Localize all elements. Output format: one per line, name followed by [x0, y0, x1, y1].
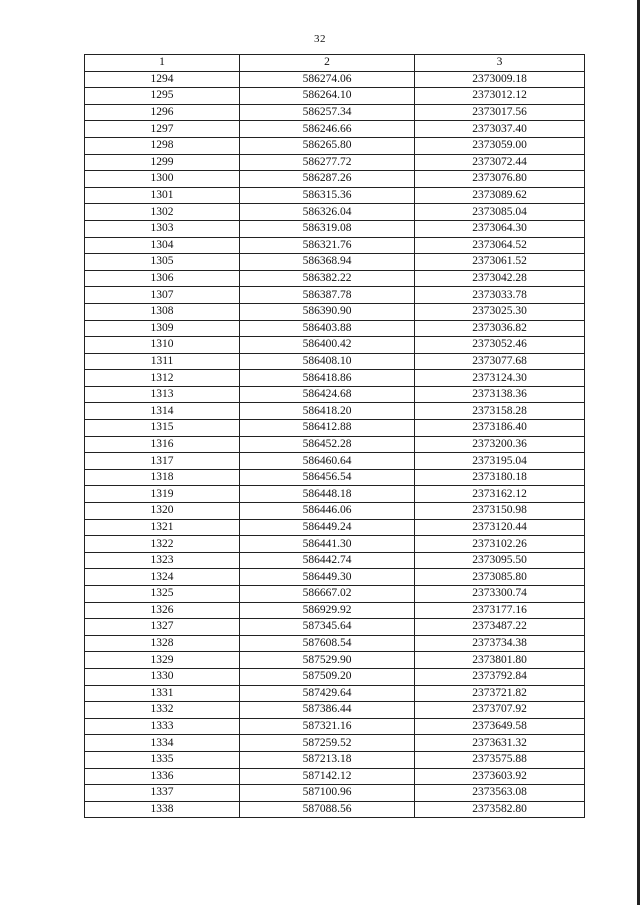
point-number-cell: 1321 [85, 519, 240, 536]
x-coordinate-cell: 586403.88 [240, 320, 415, 337]
x-coordinate-cell: 586274.06 [240, 71, 415, 88]
x-coordinate-cell: 587100.96 [240, 785, 415, 802]
table-row [85, 768, 585, 785]
table-row [85, 237, 585, 254]
x-coordinate-cell: 586387.78 [240, 287, 415, 304]
y-coordinate-cell: 2373042.28 [415, 270, 585, 287]
table-row [85, 619, 585, 636]
x-coordinate-cell: 586400.42 [240, 337, 415, 354]
table-row [85, 519, 585, 536]
x-coordinate-cell: 587429.64 [240, 685, 415, 702]
table-row [85, 469, 585, 486]
x-coordinate-cell: 586424.68 [240, 386, 415, 403]
y-coordinate-cell: 2373037.40 [415, 121, 585, 138]
point-number-cell: 1322 [85, 536, 240, 553]
x-coordinate-cell: 586382.22 [240, 270, 415, 287]
table-row [85, 187, 585, 204]
coordinates-table [84, 54, 585, 818]
y-coordinate-cell: 2373649.58 [415, 718, 585, 735]
y-coordinate-cell: 2373575.88 [415, 751, 585, 768]
table-row [85, 88, 585, 105]
table-row [85, 386, 585, 403]
x-coordinate-cell: 586446.06 [240, 503, 415, 520]
x-coordinate-cell: 586441.30 [240, 536, 415, 553]
x-coordinate-cell: 586412.88 [240, 420, 415, 437]
point-number-cell: 1298 [85, 137, 240, 154]
column-header-2: 2 [240, 55, 415, 72]
y-coordinate-cell: 2373064.30 [415, 220, 585, 237]
table-row [85, 137, 585, 154]
y-coordinate-cell: 2373036.82 [415, 320, 585, 337]
point-number-cell: 1314 [85, 403, 240, 420]
point-number-cell: 1307 [85, 287, 240, 304]
y-coordinate-cell: 2373707.92 [415, 702, 585, 719]
table-row [85, 751, 585, 768]
table-row [85, 353, 585, 370]
point-number-cell: 1299 [85, 154, 240, 171]
x-coordinate-cell: 586287.26 [240, 171, 415, 188]
point-number-cell: 1310 [85, 337, 240, 354]
point-number-cell: 1302 [85, 204, 240, 221]
table-row [85, 536, 585, 553]
x-coordinate-cell: 587386.44 [240, 702, 415, 719]
point-number-cell: 1337 [85, 785, 240, 802]
table-row [85, 586, 585, 603]
point-number-cell: 1295 [85, 88, 240, 105]
table-row [85, 718, 585, 735]
table-body [85, 71, 585, 818]
table-row [85, 337, 585, 354]
x-coordinate-cell: 586667.02 [240, 586, 415, 603]
x-coordinate-cell: 586418.86 [240, 370, 415, 387]
y-coordinate-cell: 2373120.44 [415, 519, 585, 536]
y-coordinate-cell: 2373186.40 [415, 420, 585, 437]
table-row [85, 552, 585, 569]
y-coordinate-cell: 2373095.50 [415, 552, 585, 569]
point-number-cell: 1326 [85, 602, 240, 619]
x-coordinate-cell: 586264.10 [240, 88, 415, 105]
y-coordinate-cell: 2373076.80 [415, 171, 585, 188]
x-coordinate-cell: 586368.94 [240, 254, 415, 271]
y-coordinate-cell: 2373072.44 [415, 154, 585, 171]
point-number-cell: 1316 [85, 436, 240, 453]
y-coordinate-cell: 2373721.82 [415, 685, 585, 702]
point-number-cell: 1332 [85, 702, 240, 719]
table-row [85, 486, 585, 503]
y-coordinate-cell: 2373059.00 [415, 137, 585, 154]
y-coordinate-cell: 2373064.52 [415, 237, 585, 254]
point-number-cell: 1330 [85, 668, 240, 685]
y-coordinate-cell: 2373061.52 [415, 254, 585, 271]
point-number-cell: 1313 [85, 386, 240, 403]
x-coordinate-cell: 587088.56 [240, 801, 415, 818]
table-row [85, 569, 585, 586]
y-coordinate-cell: 2373089.62 [415, 187, 585, 204]
x-coordinate-cell: 587259.52 [240, 735, 415, 752]
y-coordinate-cell: 2373138.36 [415, 386, 585, 403]
table-row [85, 254, 585, 271]
y-coordinate-cell: 2373012.12 [415, 88, 585, 105]
x-coordinate-cell: 586460.64 [240, 453, 415, 470]
point-number-cell: 1315 [85, 420, 240, 437]
table-row [85, 220, 585, 237]
x-coordinate-cell: 586277.72 [240, 154, 415, 171]
point-number-cell: 1305 [85, 254, 240, 271]
table-row [85, 436, 585, 453]
y-coordinate-cell: 2373158.28 [415, 403, 585, 420]
table-row [85, 785, 585, 802]
x-coordinate-cell: 586408.10 [240, 353, 415, 370]
table-row [85, 503, 585, 520]
point-number-cell: 1328 [85, 635, 240, 652]
point-number-cell: 1317 [85, 453, 240, 470]
x-coordinate-cell: 586246.66 [240, 121, 415, 138]
x-coordinate-cell: 586319.08 [240, 220, 415, 237]
point-number-cell: 1333 [85, 718, 240, 735]
page-number: 32 [314, 33, 326, 45]
point-number-cell: 1320 [85, 503, 240, 520]
table-row [85, 270, 585, 287]
y-coordinate-cell: 2373124.30 [415, 370, 585, 387]
column-header-3: 3 [415, 55, 585, 72]
point-number-cell: 1300 [85, 171, 240, 188]
point-number-cell: 1306 [85, 270, 240, 287]
table-row [85, 635, 585, 652]
y-coordinate-cell: 2373487.22 [415, 619, 585, 636]
table-row [85, 602, 585, 619]
y-coordinate-cell: 2373195.04 [415, 453, 585, 470]
table-row [85, 801, 585, 818]
table-row [85, 287, 585, 304]
table-row [85, 652, 585, 669]
x-coordinate-cell: 586452.28 [240, 436, 415, 453]
table-row [85, 171, 585, 188]
y-coordinate-cell: 2373150.98 [415, 503, 585, 520]
x-coordinate-cell: 586390.90 [240, 303, 415, 320]
point-number-cell: 1334 [85, 735, 240, 752]
y-coordinate-cell: 2373631.32 [415, 735, 585, 752]
point-number-cell: 1324 [85, 569, 240, 586]
table-row [85, 370, 585, 387]
x-coordinate-cell: 587608.54 [240, 635, 415, 652]
point-number-cell: 1301 [85, 187, 240, 204]
y-coordinate-cell: 2373009.18 [415, 71, 585, 88]
x-coordinate-cell: 587213.18 [240, 751, 415, 768]
y-coordinate-cell: 2373017.56 [415, 104, 585, 121]
point-number-cell: 1308 [85, 303, 240, 320]
table-row [85, 453, 585, 470]
table-row [85, 71, 585, 88]
x-coordinate-cell: 587321.16 [240, 718, 415, 735]
x-coordinate-cell: 586442.74 [240, 552, 415, 569]
point-number-cell: 1312 [85, 370, 240, 387]
table-row [85, 303, 585, 320]
table-row [85, 204, 585, 221]
x-coordinate-cell: 586449.30 [240, 569, 415, 586]
point-number-cell: 1325 [85, 586, 240, 603]
y-coordinate-cell: 2373603.92 [415, 768, 585, 785]
y-coordinate-cell: 2373801.80 [415, 652, 585, 669]
point-number-cell: 1335 [85, 751, 240, 768]
table-row [85, 668, 585, 685]
y-coordinate-cell: 2373162.12 [415, 486, 585, 503]
y-coordinate-cell: 2373085.04 [415, 204, 585, 221]
y-coordinate-cell: 2373177.16 [415, 602, 585, 619]
point-number-cell: 1297 [85, 121, 240, 138]
point-number-cell: 1338 [85, 801, 240, 818]
x-coordinate-cell: 587509.20 [240, 668, 415, 685]
y-coordinate-cell: 2373025.30 [415, 303, 585, 320]
table-row [85, 154, 585, 171]
y-coordinate-cell: 2373582.80 [415, 801, 585, 818]
x-coordinate-cell: 586449.24 [240, 519, 415, 536]
x-coordinate-cell: 587345.64 [240, 619, 415, 636]
y-coordinate-cell: 2373792.84 [415, 668, 585, 685]
point-number-cell: 1296 [85, 104, 240, 121]
y-coordinate-cell: 2373085.80 [415, 569, 585, 586]
y-coordinate-cell: 2373563.08 [415, 785, 585, 802]
point-number-cell: 1304 [85, 237, 240, 254]
x-coordinate-cell: 586321.76 [240, 237, 415, 254]
table-row [85, 320, 585, 337]
table-row [85, 735, 585, 752]
x-coordinate-cell: 586448.18 [240, 486, 415, 503]
point-number-cell: 1336 [85, 768, 240, 785]
y-coordinate-cell: 2373102.26 [415, 536, 585, 553]
table-row [85, 121, 585, 138]
x-coordinate-cell: 586257.34 [240, 104, 415, 121]
x-coordinate-cell: 586315.36 [240, 187, 415, 204]
table-row [85, 685, 585, 702]
x-coordinate-cell: 587142.12 [240, 768, 415, 785]
x-coordinate-cell: 586456.54 [240, 469, 415, 486]
point-number-cell: 1309 [85, 320, 240, 337]
point-number-cell: 1329 [85, 652, 240, 669]
y-coordinate-cell: 2373734.38 [415, 635, 585, 652]
x-coordinate-cell: 587529.90 [240, 652, 415, 669]
y-coordinate-cell: 2373300.74 [415, 586, 585, 603]
table-row [85, 420, 585, 437]
y-coordinate-cell: 2373052.46 [415, 337, 585, 354]
table-row [85, 104, 585, 121]
table-row [85, 702, 585, 719]
y-coordinate-cell: 2373180.18 [415, 469, 585, 486]
point-number-cell: 1323 [85, 552, 240, 569]
y-coordinate-cell: 2373077.68 [415, 353, 585, 370]
point-number-cell: 1311 [85, 353, 240, 370]
point-number-cell: 1294 [85, 71, 240, 88]
x-coordinate-cell: 586929.92 [240, 602, 415, 619]
table-header-row [85, 55, 585, 72]
point-number-cell: 1331 [85, 685, 240, 702]
y-coordinate-cell: 2373200.36 [415, 436, 585, 453]
y-coordinate-cell: 2373033.78 [415, 287, 585, 304]
point-number-cell: 1303 [85, 220, 240, 237]
x-coordinate-cell: 586265.80 [240, 137, 415, 154]
point-number-cell: 1319 [85, 486, 240, 503]
x-coordinate-cell: 586326.04 [240, 204, 415, 221]
x-coordinate-cell: 586418.20 [240, 403, 415, 420]
column-header-1: 1 [85, 55, 240, 72]
point-number-cell: 1327 [85, 619, 240, 636]
point-number-cell: 1318 [85, 469, 240, 486]
table-row [85, 403, 585, 420]
